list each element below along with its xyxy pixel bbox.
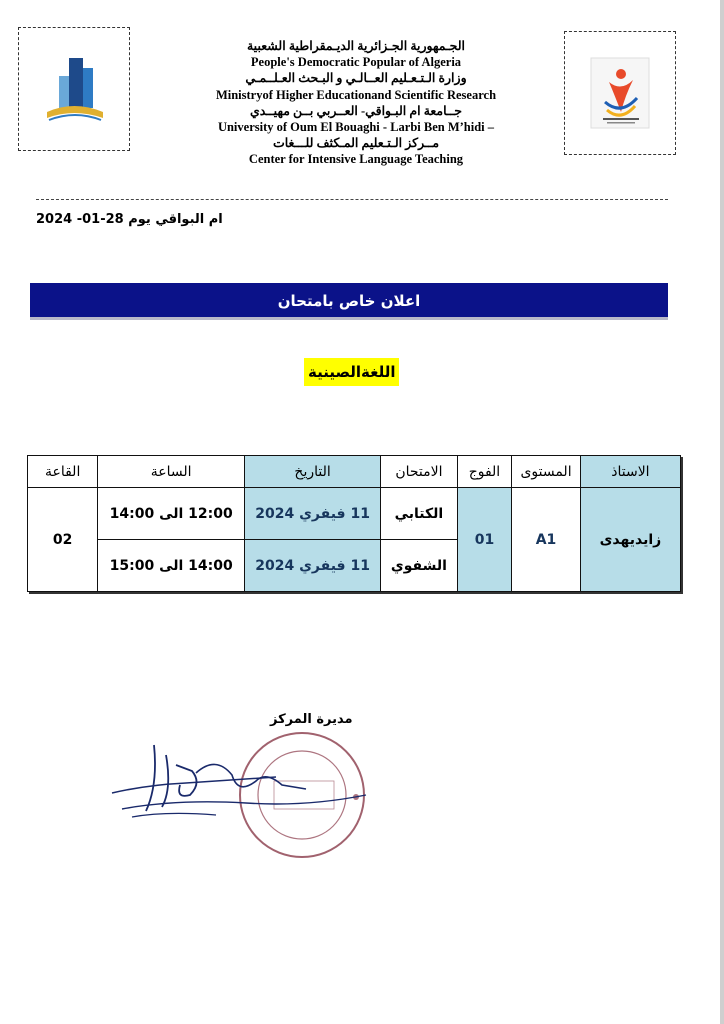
exam-date-cell: 11 فيفري 2024	[245, 488, 381, 540]
republic-arabic: الجـمهورية الجـزائرية الديـمقراطية الشعبية	[246, 39, 466, 53]
header-level: المستوى	[512, 456, 581, 488]
header-time: الساعة	[98, 456, 245, 488]
center-logo-frame	[564, 31, 676, 155]
group-cell: 01	[457, 488, 512, 592]
university-arabic: جــامعة ام البـواقي- العــربي بــن مهيــدي	[250, 103, 462, 118]
university-logo-frame	[18, 27, 130, 151]
room-cell: 02	[28, 488, 98, 592]
ministry-arabic: وزارة الـتـعـليم العــالـي و البـحث العـلــمـي	[245, 71, 467, 86]
document-date: ام البواقي يوم 28-01- 2024	[36, 212, 223, 227]
official-stamp-icon	[106, 725, 406, 875]
letterhead	[150, 38, 562, 168]
header-group: الفوج	[457, 456, 512, 488]
announcement-banner: اعلان خاص بامتحان	[30, 283, 668, 320]
header-exam: الامتحان	[381, 456, 458, 488]
exam-type-cell: الكتابي	[381, 488, 458, 540]
republic-english: People's Democratic Popular of Algeria	[250, 55, 462, 70]
center-english: Center for Intensive Language Teaching	[248, 152, 464, 167]
header-teacher: الاستاذ	[580, 456, 680, 488]
center-arabic: مــركز الـتـعليم المـكثف للـــغات	[272, 136, 440, 151]
center-logo-icon	[565, 32, 675, 154]
university-logo-icon	[19, 28, 129, 150]
teacher-cell: زايديهدى	[580, 488, 680, 592]
header-room: القاعة	[28, 456, 98, 488]
stamp-and-signature	[106, 725, 406, 875]
exam-schedule-table	[27, 455, 681, 592]
header-divider	[36, 199, 668, 200]
signer-title: مديرة المركز	[270, 712, 353, 727]
table-row	[28, 488, 681, 540]
exam-time-cell: 12:00 الى 14:00	[98, 488, 245, 540]
exam-date-cell: 11 فيفري 2024	[245, 540, 381, 592]
exam-time-cell: 14:00 الى 15:00	[98, 540, 245, 592]
header-date: التاريخ	[245, 456, 381, 488]
table-header-row	[28, 456, 681, 488]
university-english: University of Oum El Bouaghi - Larbi Ben M’hidi –	[217, 120, 495, 135]
exam-type-cell: الشفوي	[381, 540, 458, 592]
page-edge	[720, 0, 724, 1024]
ministry-english: Ministryof Higher Educationand Scientific Research	[215, 87, 497, 102]
level-cell: A1	[512, 488, 581, 592]
subject-highlight: اللغةالصينية	[304, 358, 399, 386]
